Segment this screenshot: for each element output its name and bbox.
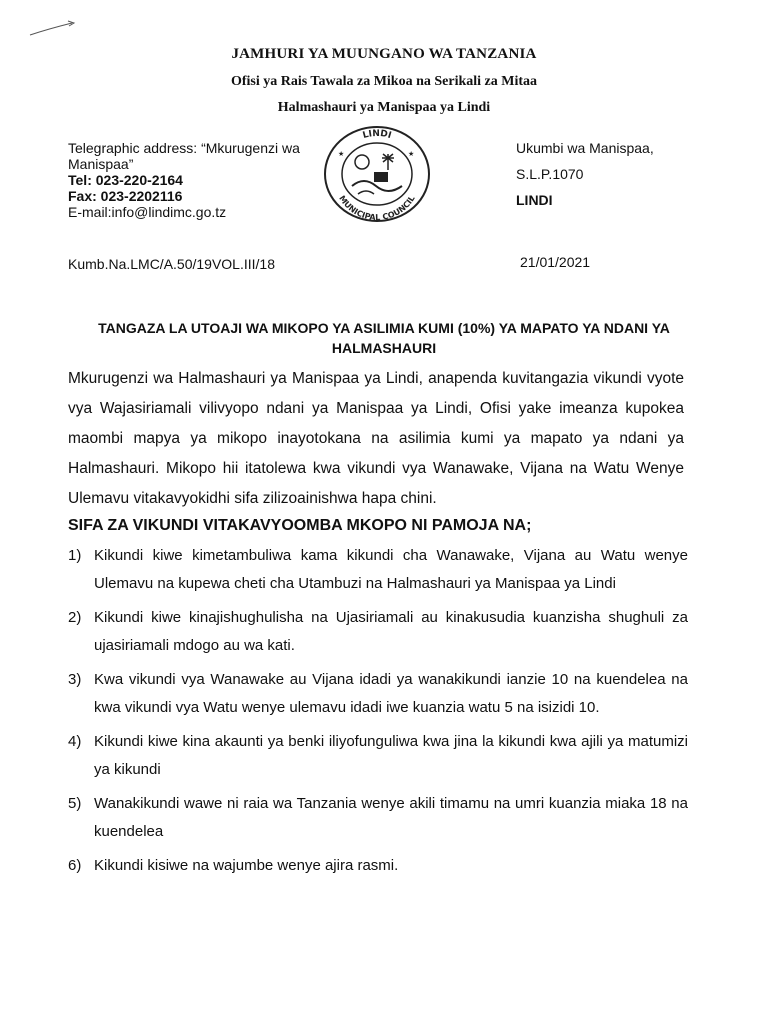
criteria-number: 4) [68, 733, 82, 750]
header-council: Halmashauri ya Manispaa ya Lindi [277, 100, 491, 115]
criteria-number: 3) [68, 671, 82, 688]
criteria-list [68, 542, 688, 880]
criteria-heading: SIFA ZA VIKUNDI VITAKAVYOOMBA MKOPO NI PAMOJA NA; [68, 517, 532, 534]
po-box: S.L.P.1070 [516, 166, 584, 182]
criteria-number: 1) [68, 547, 82, 564]
criteria-text: Kikundi kiwe kina akaunti ya benki iliyofunguliwa kwa jina la kikundi kwa ajili ya matumizi ya kikundi [94, 733, 688, 778]
criteria-item [68, 666, 688, 722]
criteria-text: Kikundi kisiwe na wajumbe wenye ajira rasmi. [94, 857, 399, 874]
svg-text:★: ★ [408, 151, 415, 158]
svg-text:★: ★ [338, 151, 345, 158]
municipal-seal-logo [322, 124, 432, 224]
email: E-mail:info@lindimc.go.tz [68, 204, 227, 220]
intro-paragraph: Mkurugenzi wa Halmashauri ya Manispaa ya Lindi, anapenda kuvitangazia vikundi vyote vya Wajasiriamali vilivyopo ndani ya Manispaa ya Lindi, Ofisi yake imeanza kupokea maombi mapya ya mikopo inayotokana na asilimia kumi ya mapato ya ndani ya Halmashauri. Mikopo hii itatolewa kwa vikundi vya Wanawake, Vijana na Watu Wenye Ulemavu vitakavyokidhi sifa zilizoainishwa hapa chini. [68, 370, 684, 507]
telephone: Tel: 023-220-2164 [68, 172, 183, 188]
criteria-number: 2) [68, 609, 82, 626]
criteria-item [68, 728, 688, 784]
pen-mark [28, 18, 78, 38]
telegraphic-address: Telegraphic address: “Mkurugenzi wa Manispaa” [68, 140, 300, 172]
contact-block-left [68, 140, 328, 220]
criteria-text: Kikundi kiwe kimetambuliwa kama kikundi cha Wanawake, Vijana au Watu wenye Ulemavu na kupewa cheti cha Utambuzi na Halmashauri ya Manispaa ya Lindi [94, 547, 688, 592]
announcement-title: TANGAZA LA UTOAJI WA MIKOPO YA ASILIMIA KUMI (10%) YA MAPATO YA NDANI YA HALMASHAURI [98, 320, 670, 356]
criteria-item [68, 790, 688, 846]
criteria-text: Kwa vikundi vya Wanawake au Vijana idadi ya wanakikundi ianzie 10 na kuendelea na kwa vikundi vya Watu wenye ulemavu idadi iwe kuanzia watu 5 na isizidi 10. [94, 671, 688, 716]
fax: Fax: 023-2202116 [68, 188, 183, 204]
criteria-number: 5) [68, 795, 82, 812]
criteria-text: Wanakikundi wawe ni raia wa Tanzania wenye akili timamu na umri kuanzia miaka 18 na kuendelea [94, 795, 688, 840]
header-ministry: Ofisi ya Rais Tawala za Mikoa na Serikali za Mitaa [230, 74, 538, 89]
contact-block-right [516, 140, 654, 218]
city: LINDI [516, 192, 553, 208]
criteria-item [68, 604, 688, 660]
document-date: 21/01/2021 [520, 254, 591, 270]
office-location: Ukumbi wa Manispaa, [516, 140, 654, 156]
criteria-item [68, 852, 688, 880]
criteria-text: Kikundi kiwe kinajishughulisha na Ujasiriamali au kinakusudia kuanzisha shughuli za ujasiriamali mdogo au wa kati. [94, 609, 688, 654]
svg-text:LINDI: LINDI [361, 128, 393, 142]
reference-number: Kumb.Na.LMC/A.50/19VOL.III/18 [68, 256, 275, 272]
header-country: JAMHURI YA MUUNGANO WA TANZANIA [231, 46, 537, 62]
criteria-number: 6) [68, 857, 82, 874]
svg-text:MUNICIPAL COUNCIL: MUNICIPAL COUNCIL [337, 193, 417, 223]
criteria-item [68, 542, 688, 598]
